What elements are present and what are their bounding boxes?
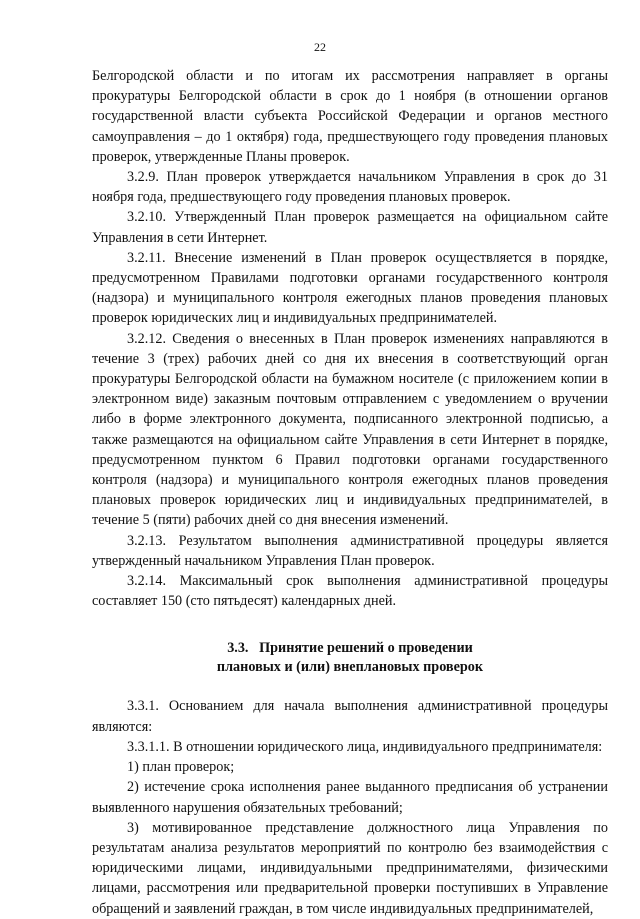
paragraph-3-2-13: 3.2.13. Результатом выполнения административной процедуры является утвержденный начальником Управления План проверок. [92, 532, 608, 569]
heading-line-1: 3.3. Принятие решений о проведении [227, 640, 473, 657]
document-body [92, 66, 608, 919]
section-3-3 [92, 696, 608, 918]
paragraph-3-2-14: 3.2.14. Максимальный срок выполнения административной процедуры составляет 150 (сто пятьдесят) календарных дней. [92, 573, 608, 610]
section-3-2-continuation [92, 66, 608, 611]
paragraph-3-3-1: 3.3.1. Основанием для начала выполнения административной процедуры являются: [92, 698, 608, 735]
paragraph-3-2-10: 3.2.10. Утвержденный План проверок размещается на официальном сайте Управления в сети Интернет. [92, 209, 608, 246]
list-item-3: 3) мотивированное представление должностного лица Управления по результатам анализа результатов мероприятий по контролю без взаимодействия с юридическими лицами, индивидуальными предпринимателями, физическими лицами, рассмотрения или предварительной проверки поступивших в Управление обращений и заявлений граждан, в том числе индивидуальных предпринимателей, [92, 819, 608, 917]
section-heading-3-3 [92, 639, 608, 676]
page-number: 22 [314, 40, 326, 54]
list-item-2: 2) истечение срока исполнения ранее выданного предписания об устранении выявленного нарушения обязательных требований; [92, 779, 608, 816]
paragraph-3-3-1-1: 3.3.1.1. В отношении юридического лица, индивидуального предпринимателя: [127, 738, 603, 755]
paragraph-3-2-9: 3.2.9. План проверок утверждается начальником Управления в срок до 31 ноября года, предшествующего году проведения плановых проверок. [92, 169, 608, 206]
paragraph-3-2-11: 3.2.11. Внесение изменений в План проверок осуществляется в порядке, предусмотренном Правилами подготовки органами государственного контроля (надзора) и муниципального контроля ежегодных планов проведения плановых проверок юридических лиц и индивидуальных предпринимателей. [92, 249, 608, 327]
list-item-1: 1) план проверок; [127, 759, 235, 776]
heading-line-2: плановых и (или) внеплановых проверок [216, 658, 484, 675]
paragraph-3-2-12: 3.2.12. Сведения о внесенных в План проверок изменениях направляются в течение 3 (трех) рабочих дней со дня их внесения в соответствующий орган прокуратуры Белгородской области на бумажном носителе (с приложением копии в электронном виде) заказным почтовым отправлением с уведомлением о вручении либо в форме электронного документа, подписанного электронной подписью, а также размещаются на официальном сайте Управления в сети Интернет в порядке, предусмотренном пунктом 6 Правил подготовки органами государственного контроля (надзора) и муниципального контроля ежегодных планов проведения плановых проверок юридических лиц и индивидуальных предпринимателей, в течение 5 (пяти) рабочих дней со дня внесения изменений. [92, 330, 608, 529]
paragraph: Белгородской области и по итогам их рассмотрения направляет в органы прокуратуры Белгородской области в срок до 1 ноября (в отношении органов государственной власти субъекта Российской Федерации и органов местного самоуправления – до 1 октября) года, предшествующего году проведения плановых проверок, утвержденные Планы проверок. [92, 68, 608, 165]
